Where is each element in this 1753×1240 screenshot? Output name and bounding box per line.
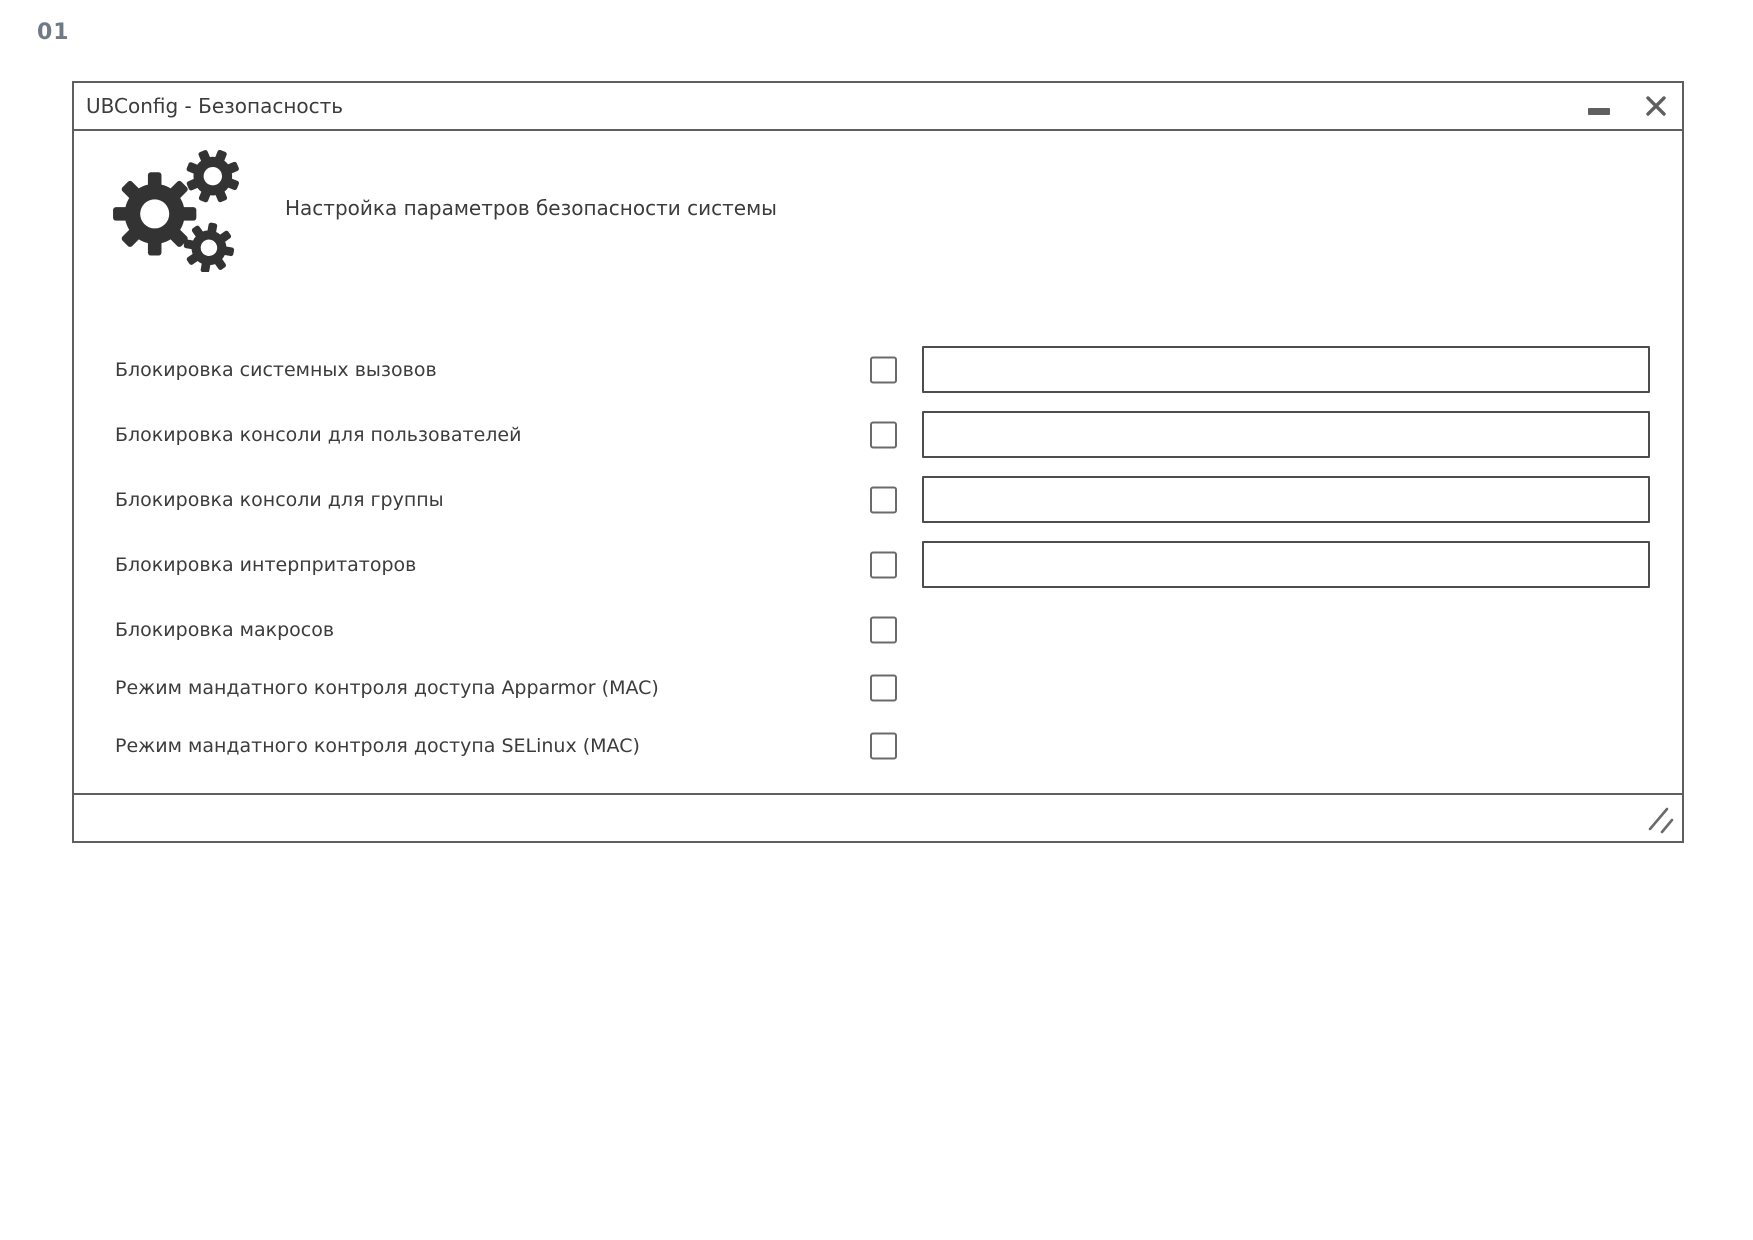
window-controls — [1587, 93, 1668, 119]
window-content — [74, 131, 1682, 793]
row-label: Режим мандатного контроля доступа SELinux (MAC) — [115, 734, 640, 757]
row-checkbox[interactable] — [870, 732, 897, 759]
row-checkbox[interactable] — [870, 486, 897, 513]
resize-grip-icon[interactable] — [1646, 804, 1676, 836]
form-row — [115, 664, 1651, 711]
row-label: Блокировка макросов — [115, 618, 335, 641]
row-checkbox[interactable] — [870, 421, 897, 448]
row-checkbox[interactable] — [870, 356, 897, 383]
form-row — [115, 411, 1651, 458]
minimize-button[interactable] — [1587, 93, 1611, 119]
row-label: Режим мандатного контроля доступа Apparmor (MAC) — [115, 676, 659, 699]
ubconfig-security-window — [72, 81, 1684, 843]
form-row — [115, 541, 1651, 588]
row-label: Блокировка интерпритаторов — [115, 553, 417, 576]
dialog-heading: Настройка параметров безопасности системы — [285, 196, 777, 220]
form-row — [115, 476, 1651, 523]
row-label: Блокировка консоли для группы — [115, 488, 444, 511]
row-checkbox[interactable] — [870, 616, 897, 643]
row-label: Блокировка консоли для пользователей — [115, 423, 522, 446]
statusbar — [74, 793, 1682, 841]
settings-form — [115, 346, 1651, 780]
gears-icon — [112, 150, 240, 272]
row-text-input[interactable] — [922, 476, 1650, 523]
page-number: 01 — [37, 20, 70, 45]
titlebar[interactable] — [74, 83, 1682, 131]
close-icon — [1645, 95, 1667, 117]
row-text-input[interactable] — [922, 346, 1650, 393]
form-row — [115, 606, 1651, 653]
row-text-input[interactable] — [922, 411, 1650, 458]
row-checkbox[interactable] — [870, 551, 897, 578]
row-text-input[interactable] — [922, 541, 1650, 588]
close-button[interactable] — [1644, 93, 1668, 119]
form-row — [115, 346, 1651, 393]
dialog-header — [112, 150, 1662, 274]
row-label: Блокировка системных вызовов — [115, 358, 437, 381]
window-title: UBConfig - Безопасность — [86, 94, 344, 118]
form-row — [115, 722, 1651, 769]
minimize-icon — [1588, 108, 1610, 115]
row-checkbox[interactable] — [870, 674, 897, 701]
